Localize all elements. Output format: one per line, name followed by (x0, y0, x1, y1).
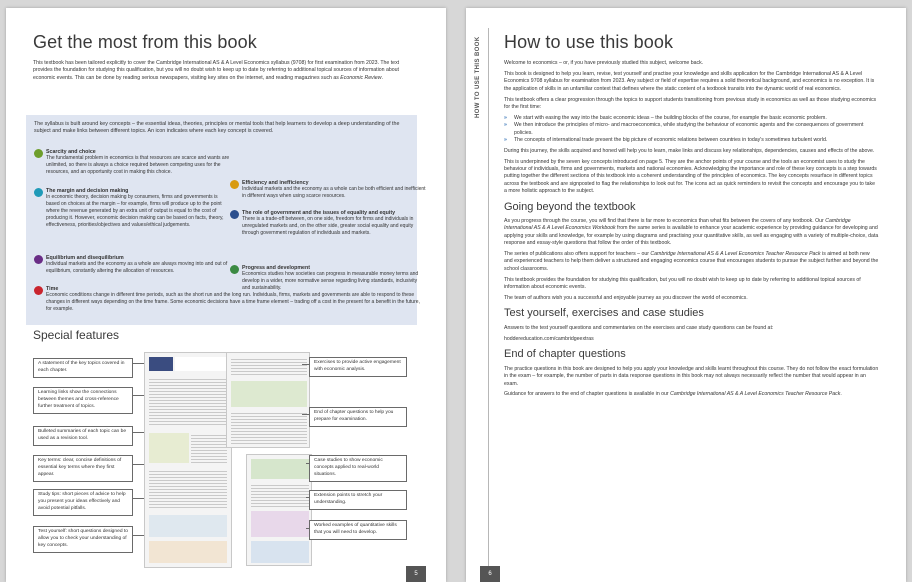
page-title: Get the most from this book (33, 32, 257, 52)
side-rule (488, 28, 489, 574)
callout-worked-examples: Worked examples of quantitative skills that you will need to develop. (309, 520, 407, 540)
callout-key-terms: Key terms: clear, concise definitions of essential key terms where they first appear. (33, 455, 133, 482)
paragraph: Welcome to economics – or, if you have previously studied this subject, welcome back. (504, 60, 704, 66)
heading-end-of-chapter: End of chapter questions (504, 348, 626, 361)
right-page (466, 8, 906, 582)
heading-beyond-textbook: Going beyond the textbook (504, 200, 636, 213)
paragraph: This is underpinned by the seven key concepts introduced on page 5. They are the anchor points of your course and the tools an economist uses to study the behaviour of individuals, firms and governments, markets and national economies. Acknowledging the importance and role of these key concepts is a step towards putting together the different sections of this textbook into a coherent understanding of the principles of economics. The key concepts resurface in different topics across the textbook and are signposted to flag the relationships to look out for. The icons act as quick reminders to revisit the concepts and encourage you to take a more holistic approach to the subject. (504, 158, 877, 195)
list-item: » We then introduce the principles of micro- and macroeconomics, while studying the behaviour of economic agents and the consequences of government policies. (504, 122, 879, 137)
callout-test-yourself: Test yourself: short questions designed to allow you to check your understanding of key concepts. (33, 526, 133, 553)
page-number: 6 (480, 566, 500, 582)
callout-study-tips: Study tips: short pieces of advice to help you present your ideas effectively and avoid potential pitfalls. (33, 489, 133, 516)
key-concept-progress: Progress and development Economics studies how societies can progress in measurable money terms and develop in a wider, more normative sense regarding living standards, inclusivity and sustainability. (242, 265, 426, 292)
paragraph: The series of publications also offers support for teachers – our Cambridge International AS & A Level Economics Teacher Resource Pack is aimed at both new and experienced teachers to help them deliver a structured and engaging economics course that encourages students to pursue the subject further and beyond the school classrooms. (504, 251, 879, 272)
intro-paragraph: This textbook has been tailored explicitly to cover the Cambridge International AS & A Level Economics syllabus (9708) for first examination from 2023. The text provides the foundation for studying this qualification, but you will no doubt wish to keep up to date by referring to additional topical sources of information about economic events. This can be done by reading serious newspapers, visiting key sites on the internet, and reading magazines such as Economic Review. (33, 60, 400, 81)
callout-end-of-chapter: End of chapter questions to help you prepare for examination. (309, 407, 407, 427)
callout-case-studies: Case studies to show economic concepts applied to real-world situations. (309, 455, 407, 482)
government-icon (230, 210, 239, 219)
callout-extension: Extension points to stretch your understanding. (309, 490, 407, 510)
paragraph: Guidance for answers to the end of chapter questions is available in our Cambridge International AS & A Level Economics Teacher Resource Pack. (504, 391, 842, 398)
time-icon (34, 286, 43, 295)
list-item: » The concepts of international trade present the big picture of economic relations between countries in today's sometimes turbulent world. (504, 137, 879, 144)
list-item: » We start with easing the way into the basic economic ideas – the building blocks of the course, for example the basic economic problem. (504, 115, 879, 122)
progression-list (504, 115, 879, 145)
margin-icon (34, 188, 43, 197)
efficiency-icon (230, 180, 239, 189)
callout-bulleted-summaries: Bulleted summaries of each topic can be used as a revision tool. (33, 426, 133, 446)
key-concept-equilibrium: Equilibrium and disequilibrium Individual markets and the economy as a whole are always moving into and out of equilibrium, constantly altering the allocation of resources. (46, 255, 230, 275)
scarcity-icon (34, 149, 43, 158)
key-concept-scarcity: Scarcity and choice The fundamental problem in economics is that resources are scarce and wants are unlimited, so there is always a choice required between competing uses for the resources, and an opportunity cost in making this choice. (46, 149, 230, 176)
paragraph: During this journey, the skills acquired and honed will help you to learn, make links and discuss key relationships, dependencies, causes and effects of the above. (504, 147, 875, 154)
callout-learning-links: Learning links show the connections between themes and cross-reference further treatment of topics. (33, 387, 133, 414)
sample-page-thumbnail-right-bottom (246, 454, 312, 566)
callout-chapter-topics: A statement of the key topics covered in each chapter. (33, 358, 133, 378)
side-tab: HOW TO USE THIS BOOK (475, 36, 481, 118)
paragraph: This textbook offers a clear progression through the topics to support students transitioning from previous study in economics as well as those studying economics for the first time: (504, 96, 877, 110)
sample-page-thumbnail-right-top (226, 352, 310, 448)
heading-test-yourself: Test yourself, exercises and case studies (504, 307, 704, 320)
left-page (6, 8, 446, 582)
body-text (504, 60, 879, 402)
equilibrium-icon (34, 255, 43, 264)
sample-page-thumbnail-left (144, 352, 232, 568)
key-concept-margin: The margin and decision making In economic theory, decision making by consumers, firms and governments is based on choices at the margin – for example, firms will produce up to the point where the revenue generated by an extra unit of output is equal to the cost of producing it. However, economic decision making can be based on facts, theory, effectiveness, priorities/objectives and values/ethical judgements. (46, 188, 230, 229)
paragraph: Answers to the test yourself questions and commentaries on the exercises and case study questions can be found at: (504, 324, 774, 331)
key-concepts-box (26, 115, 426, 325)
paragraph: This book is designed to help you learn, revise, test yourself and practise your knowledge and skills application for the Cambridge International AS & A Level Economics 9708 syllabus for examination from 2023. Any subject or field of expertise requires a solid theoretical background, and economics is no exception. It is the application of skills in an unfamiliar context that defines where the static content of a textbook transits into the dynamic world of real economics. (504, 70, 875, 92)
key-concept-time: Time Economic conditions change in different time periods, such as the short run and the long run. Individuals, firms, markets and governments are able to respond to these changes in different ways depending on the time frame. Some economic decisions have a time frame element – trading off a cost in the present for a benefit in the future, for example. (46, 286, 230, 313)
answers-link[interactable]: hoddereducation.com/cambridgeextras (504, 335, 594, 342)
special-features-title: Special features (33, 328, 120, 342)
paragraph: The practice questions in this book are designed to help you apply your knowledge and skills learnt throughout this course. They do not follow the exact formulation in the exam – for example, the number of parts in data response questions in this book may not always necessarily reflect the number that would appear in an exam. (504, 365, 879, 387)
key-concept-government: The role of government and the issues of equality and equity There is a trade-off between, on one side, freedom for firms and individuals in unregulated markets and, on the other side, greater social equality and equity through government regulation of individuals and markets. (242, 210, 426, 237)
progress-icon (230, 265, 239, 274)
paragraph: This textbook provides the foundation for studying this qualification, but you will no doubt wish to keep up to date by referring to additional topical sources of information about economic events. (504, 276, 861, 291)
key-concepts-intro: The syllabus is built around key concepts – the essential ideas, theories, principles or mental tools that help learners to develop a deep understanding of the subject and make links between different topics. An icon indicates where each key concept is covered. (34, 121, 400, 135)
key-concept-efficiency: Efficiency and inefficiency Individual markets and the economy as a whole can be both efficient and inefficient in different ways when using scarce resources. (242, 180, 426, 200)
callout-exercises: Exercises to provide active engagement with economic analysis. (309, 357, 407, 377)
page-title: How to use this book (504, 32, 674, 52)
paragraph: The team of authors wish you a successful and enjoyable journey as you discover the world of economics. (504, 294, 748, 301)
page-number: 5 (406, 566, 426, 582)
paragraph: As you progress through the course, you will find that there is far more to economics than what fits between the covers of any textbook. Our Cambridge International AS & A Level Economics Workbook from the same series is available to enhance your academic experience by providing guidance for developing and applying your skills and knowledge, for example by using diagrams and practising your quantitative skills, as well as engaging with a variety of multiple-choice, data response and essay-style questions that follow the order of this textbook. (504, 218, 879, 247)
